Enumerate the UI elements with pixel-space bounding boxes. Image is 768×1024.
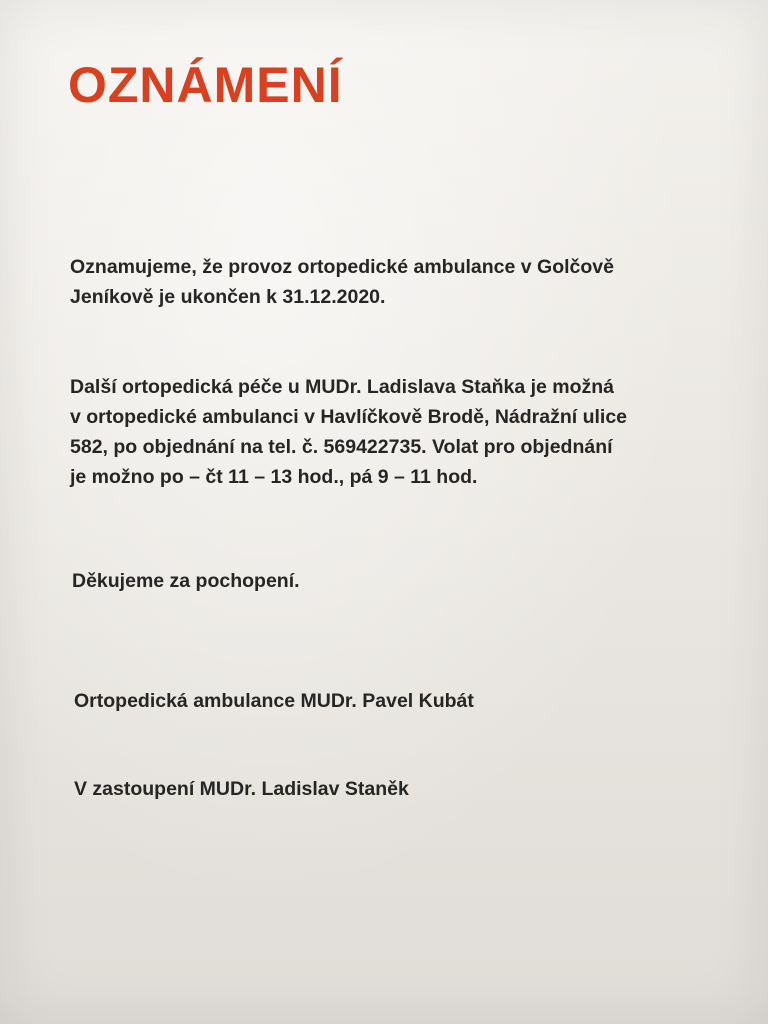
text-line: Jeníkově je ukončen k 31.12.2020. xyxy=(70,286,386,308)
text-line: je možno po – čt 11 – 13 hod., pá 9 – 11 hod. xyxy=(70,466,478,488)
further-care-paragraph xyxy=(70,372,627,492)
text-line: Oznamujeme, že provoz ortopedické ambulance v Golčově xyxy=(70,256,614,278)
text-line: Další ortopedická péče u MUDr. Ladislava Staňka je možná xyxy=(70,376,615,398)
text-line: v ortopedické ambulanci v Havlíčkově Brodě, Nádražní ulice xyxy=(70,406,628,428)
text-line: 582, po objednání na tel. č. 569422735. Volat pro objednání xyxy=(70,436,613,458)
text-line: Ortopedická ambulance MUDr. Pavel Kubát xyxy=(74,690,474,712)
thanks-paragraph xyxy=(72,566,300,596)
notice-title: OZNÁMENÍ xyxy=(68,57,343,113)
deputy-signature xyxy=(74,774,409,804)
clinic-signature xyxy=(74,686,474,716)
text-line: V zastoupení MUDr. Ladislav Staněk xyxy=(74,778,409,800)
text-line: Děkujeme za pochopení. xyxy=(72,570,300,592)
closure-paragraph xyxy=(70,252,614,312)
